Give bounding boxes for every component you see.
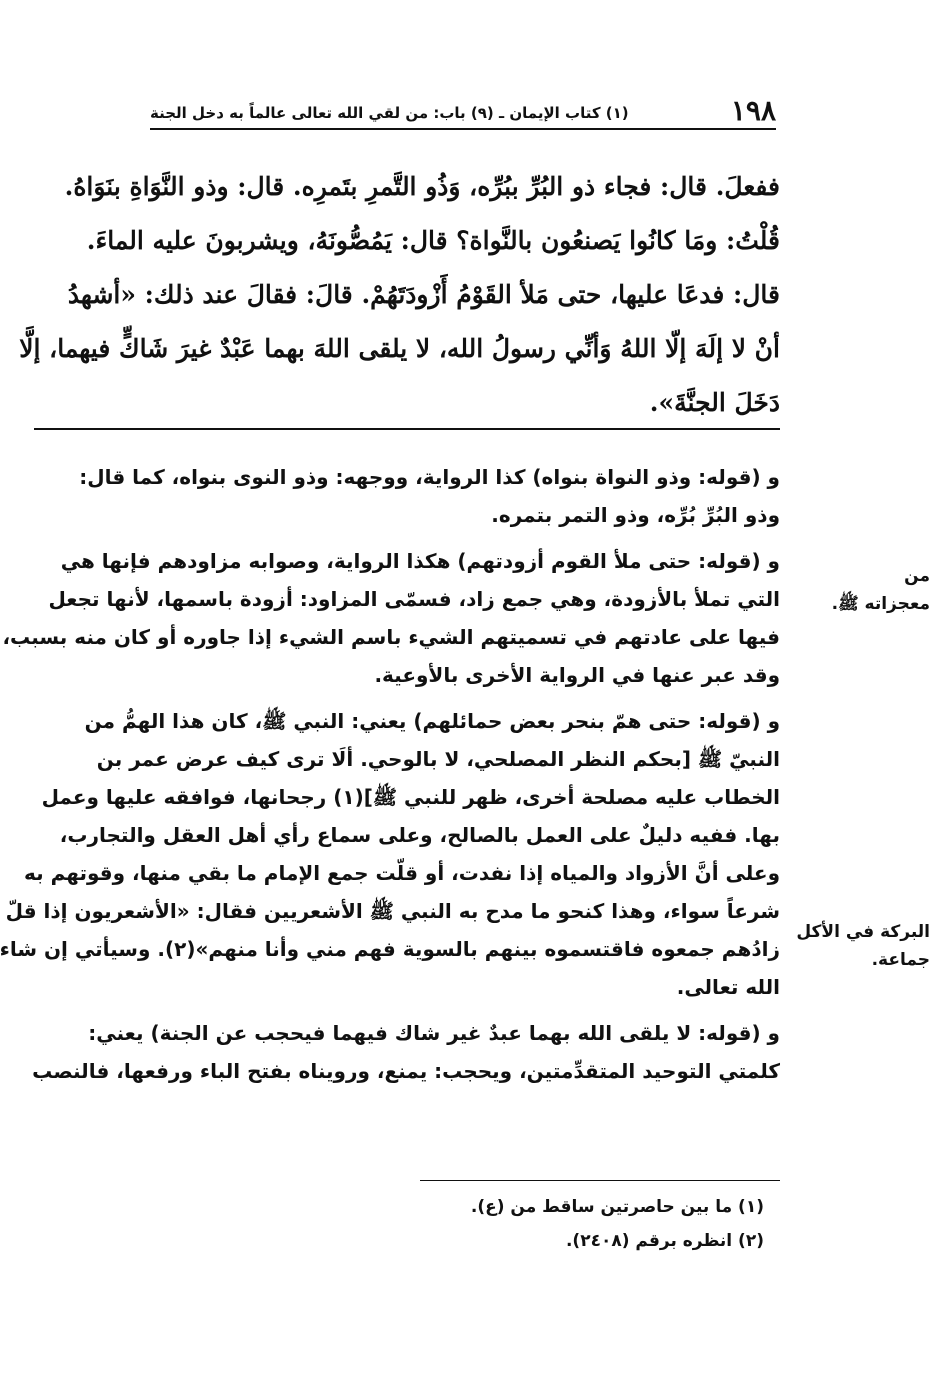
commentary-line: وقد عبر عنها في الرواية الأخرى بالأوعية. — [374, 663, 780, 687]
commentary — [0, 458, 780, 1098]
hadith-line: قال: فدعَا عليها، حتى مَلأ القَوْمُ أَزْودَتَهُمْ. قالَ: فقالَ عند ذلك: «أشهدُ — [67, 280, 780, 309]
commentary-line: النبيّ ﷺ [بحكم النظر المصلحي، لا بالوحي. ألَا ترى كيف عرض عمر بن — [96, 747, 780, 771]
commentary-line: فيها على عادتهم في تسميتهم الشيء باسم الشيء إذا جاوره أو كان منه بسبب، — [2, 625, 780, 649]
page-header — [150, 94, 776, 130]
commentary-paragraph — [2, 542, 780, 694]
commentary-paragraph — [28, 1014, 780, 1090]
footnotes — [264, 1190, 764, 1258]
hadith-line: ففعلَ. قال: فجاء ذو البُرِّ ببُرِّه، وَذُو التَّمرِ بتَمرِه. قال: وذو النَّوَاةِ بنَوَاهُ. — [64, 172, 780, 201]
commentary-line: شرعاً سواء، وهذا كنحو ما مدح به النبي ﷺ الأشعريين فقال: «الأشعريون إذا قلّ — [5, 899, 780, 923]
commentary-paragraph — [0, 702, 780, 1006]
commentary-line: التي تملأ بالأزودة، وهي جمع زاد، فسمّى المزاود: أزودة باسمها، لأنها تجعل — [48, 587, 780, 611]
footnote: (٢) انظره برقم (٢٤٠٨). — [565, 1231, 764, 1251]
margin-note-line: معجزاته ﷺ. — [831, 594, 930, 614]
text-separator — [34, 428, 780, 430]
margin-note-miracles — [790, 562, 930, 618]
hadith-line: قُلْتُ: ومَا كانُوا يَصنعُون بالنَّواة؟ قال: يَمُصُّونَهُ، ويشربونَ عليه الماءَ. — [86, 226, 780, 255]
commentary-line: الله تعالى. — [676, 975, 780, 999]
commentary-line: الخطاب عليه مصلحة أخرى، ظهر للنبي ﷺ](١) رجحانها، فوافقه عليها وعمل — [41, 785, 780, 809]
commentary-line: وعلى أنَّ الأزواد والمياه إذا نفدت، أو قلّت جمع الإمام ما بقي منها، وقوتهم به — [23, 861, 780, 885]
hadith-line: دَخَلَ الجنَّةَ». — [649, 388, 780, 417]
footnote: (١) ما بين حاصرتين ساقط من (ع). — [470, 1197, 764, 1217]
commentary-line: وذو البُرِّ بُرِّه، وذو التمر بتمره. — [491, 503, 780, 527]
commentary-line: كلمتي التوحيد المتقدِّمتين، ويحجب: يمنع، ورويناه بفتح الباء ورفعها، فالنصب — [32, 1059, 780, 1083]
commentary-line: و (قوله: لا يلقى الله بهما عبدٌ غير شاك فيهما فيحجب عن الجنة) يعني: — [88, 1021, 780, 1045]
commentary-line: و (قوله: حتى ملأ القوم أزودتهم) هكذا الرواية، وصوابه مزاودهم فإنها هي — [60, 549, 780, 573]
page-number: ١٩٨ — [730, 94, 776, 127]
hadith-line: أنْ لا إلَهَ إلّا اللهُ وَأنِّي رسولُ الله، لا يلقى اللهَ بهما عَبْدٌ غيرَ شَاكٍّ فيهما، إلَّا — [19, 334, 780, 363]
margin-note-line: من — [904, 566, 930, 586]
commentary-paragraph — [28, 458, 780, 534]
margin-note-blessing — [790, 918, 930, 974]
commentary-line: و (قوله: حتى همّ بنحر بعض حمائلهم) يعني: النبي ﷺ، كان هذا الهمُّ من — [84, 709, 780, 733]
commentary-line: زادُهم جمعوه فاقتسموه بينهم بالسوية فهم مني وأنا منهم»(٢). وسيأتي إن شاء — [0, 937, 780, 961]
hadith-text — [19, 160, 780, 430]
margin-note-line: جماعة. — [871, 950, 930, 970]
running-title: (١) كتاب الإيمان ـ (٩) باب: من لقي الله تعالى عالماً به دخل الجنة — [150, 104, 629, 122]
commentary-line: بها. ففيه دليلٌ على العمل بالصالح، وعلى سماع رأي أهل العقل والتجارب، — [59, 823, 780, 847]
commentary-line: و (قوله: وذو النواة بنواه) كذا الرواية، ووجهه: وذو النوى بنواه، كما قال: — [79, 465, 780, 489]
margin-note-line: البركة في الأكل — [796, 922, 930, 942]
footnote-rule — [420, 1180, 780, 1181]
